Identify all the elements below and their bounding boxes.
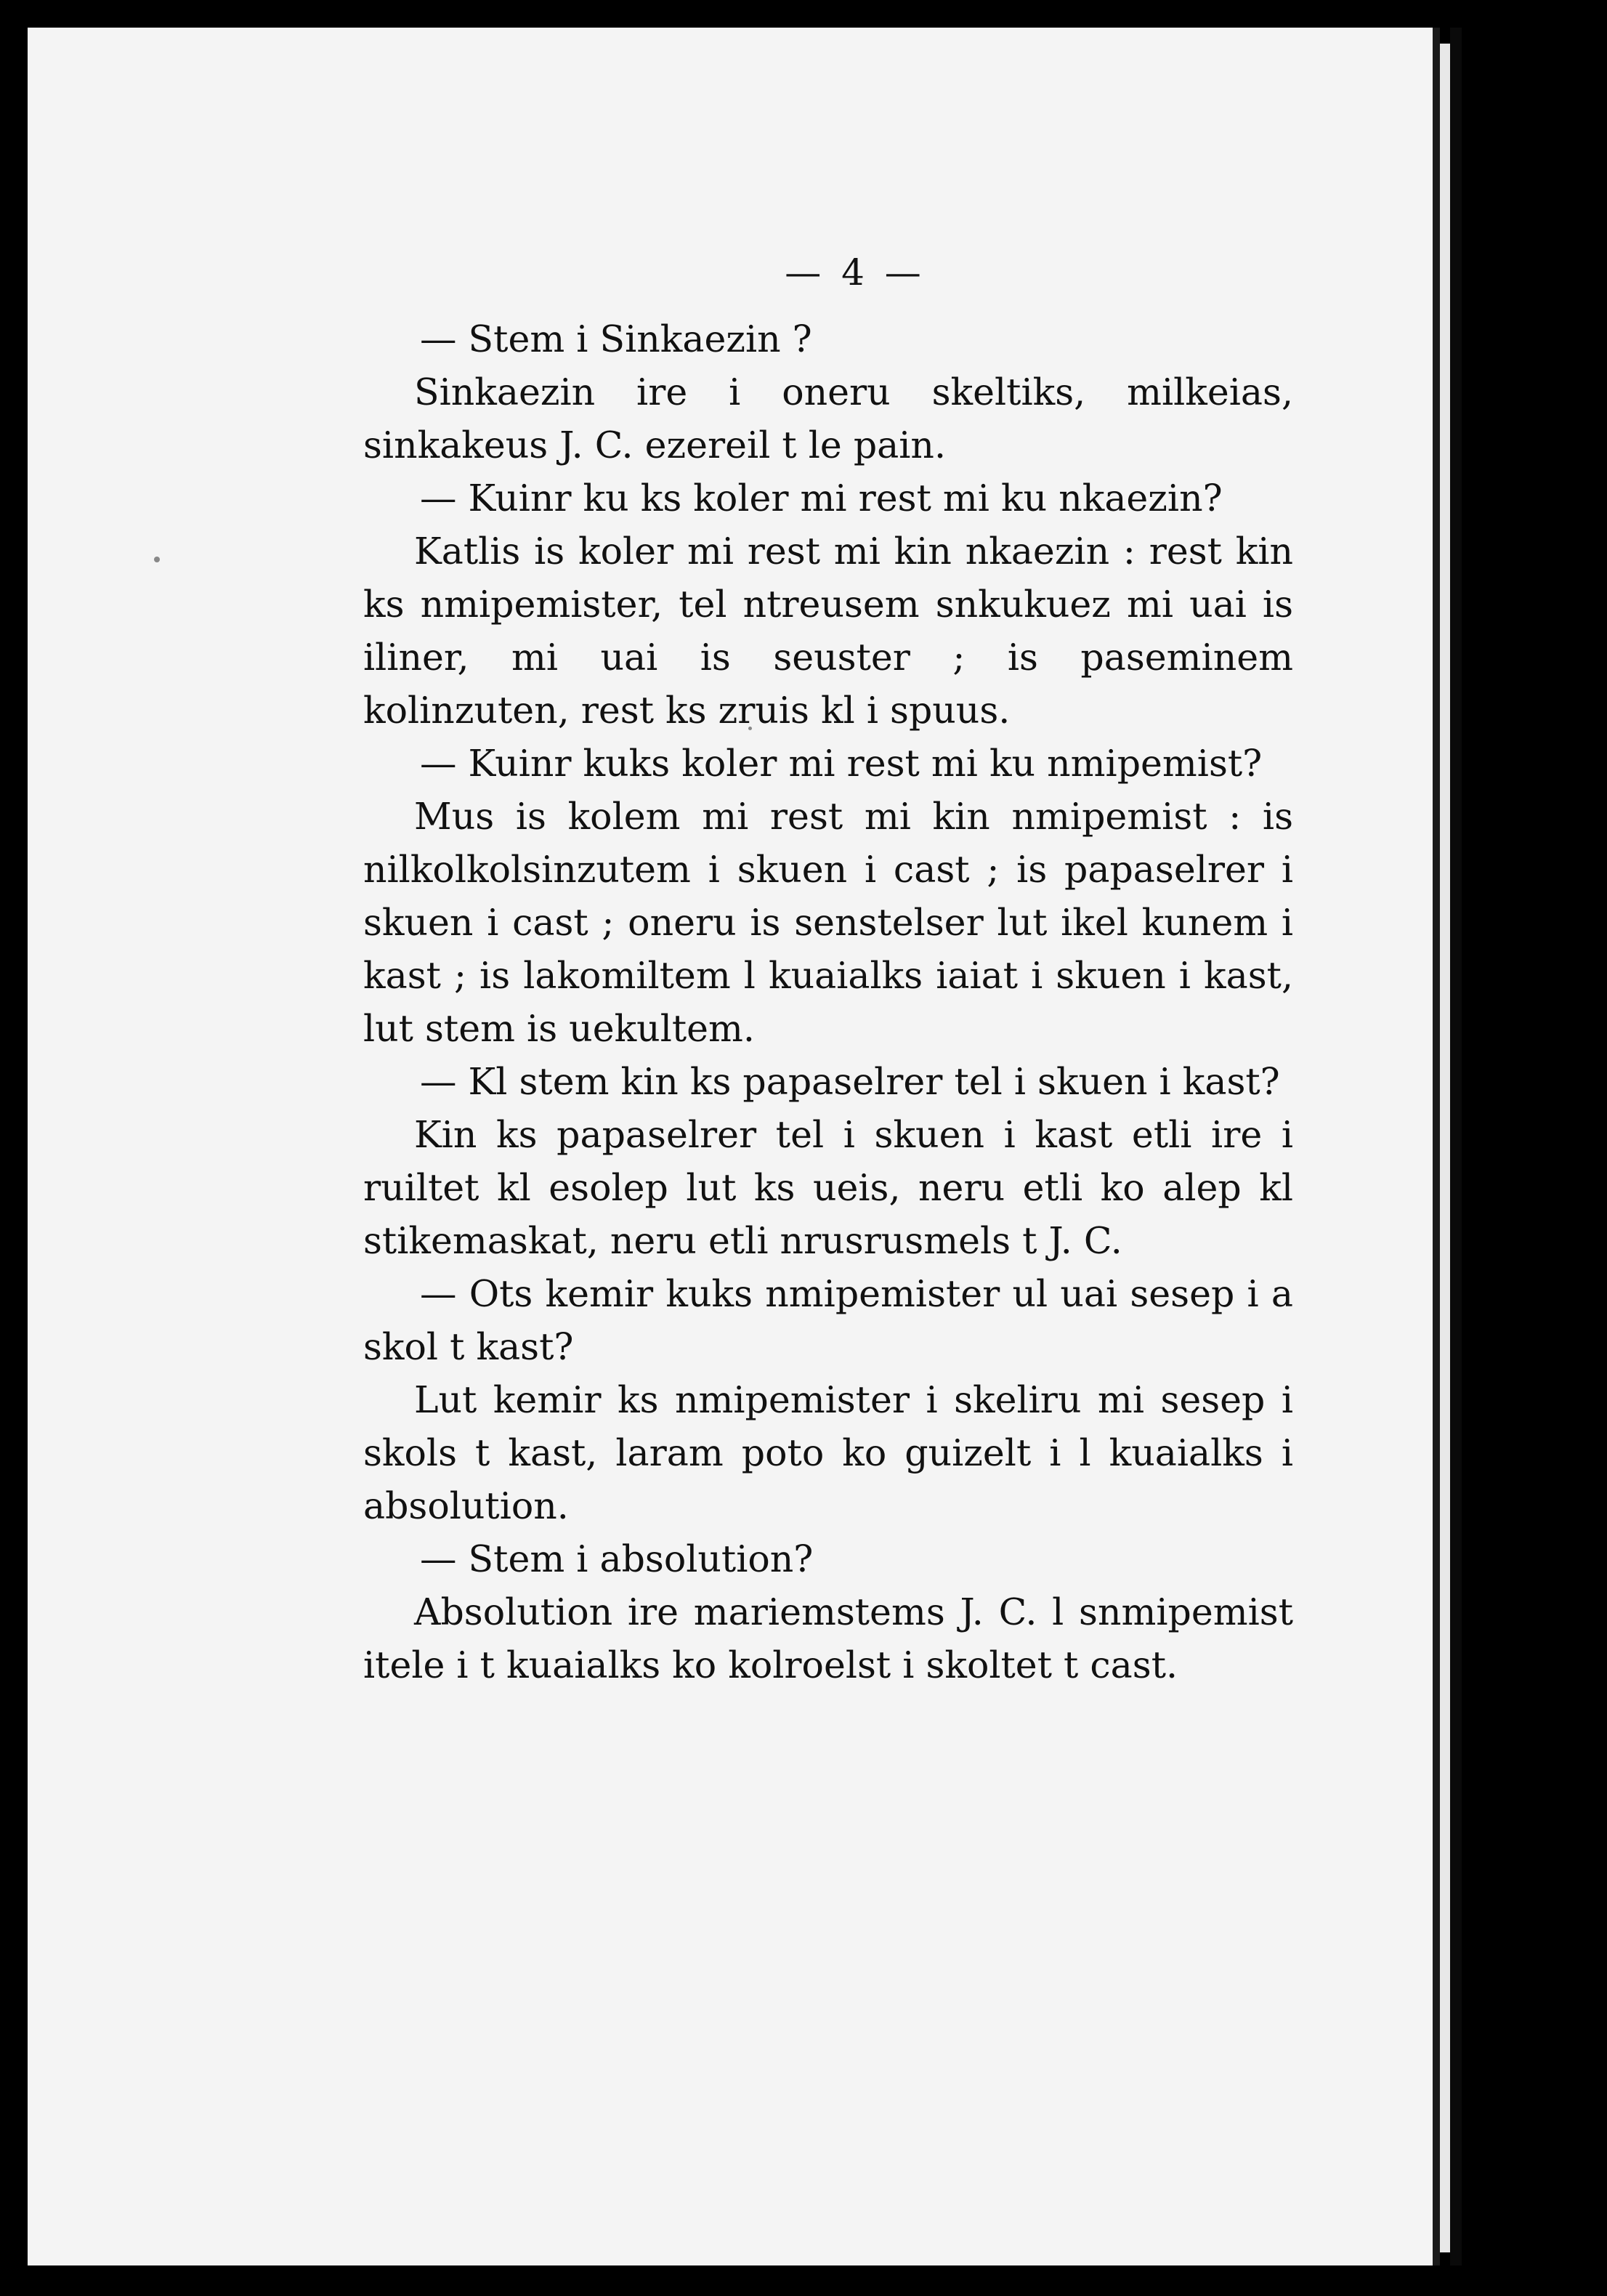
question-paragraph: — Stem i Sinkaezin ?	[420, 318, 812, 360]
answer-paragraph: Katlis is koler mi rest mi kin nkaezin : rest kin ks nmipemister, tel ntreusem snkukuez mi uai is iliner, mi uai is seuster ; is paseminem kolinzuten, rest ks zruis kl i spuus.	[363, 530, 1293, 732]
adjacent-page-edge	[1440, 44, 1450, 2252]
question-paragraph: — Kuinr kuks koler mi rest mi ku nmipemist?	[420, 742, 1263, 785]
question-paragraph: — Kuinr ku ks koler mi rest mi ku nkaezin?	[420, 477, 1223, 520]
answer-paragraph: Kin ks papaselrer tel i skuen i kast etli ire i ruiltet kl esolep lut ks ueis, neru etli ko alep kl stikemaskat, neru etli nrusrusmels t J. C.	[363, 1113, 1293, 1262]
question-paragraph: — Kl stem kin ks papaselrer tel i skuen i kast?	[420, 1060, 1280, 1103]
answer-paragraph: Lut kemir ks nmipemister i skeliru mi sesep i skols t kast, laram poto ko guizelt i l kuaialks i absolution.	[363, 1378, 1293, 1527]
scan-speck	[154, 557, 160, 562]
page-gutter-shadow	[1433, 28, 1440, 2265]
page-number: — 4 —	[785, 251, 926, 294]
body-text	[363, 312, 1293, 1691]
scan-border	[1450, 28, 1462, 2265]
question-paragraph: — Ots kemir kuks nmipemister ul uai sesep i a skol t kast?	[363, 1272, 1293, 1368]
answer-paragraph: Mus is kolem mi rest mi kin nmipemist : is nilkolkolsinzutem i skuen i cast ; is papaselrer i skuen i cast ; oneru is senstelser lut ikel kunem i kast ; is lakomiltem l kuaialks iaiat i skuen i kast, lut stem is uekultem.	[363, 795, 1293, 1050]
question-paragraph: — Stem i absolution?	[420, 1537, 814, 1580]
answer-paragraph: Absolution ire mariemstems J. C. l snmipemist itele i t kuaialks ko kolroelst i skoltet t cast.	[363, 1590, 1293, 1686]
answer-paragraph: Sinkaezin ire i oneru skeltiks, milkeias, sinkakeus J. C. ezereil t le pain.	[363, 371, 1293, 466]
